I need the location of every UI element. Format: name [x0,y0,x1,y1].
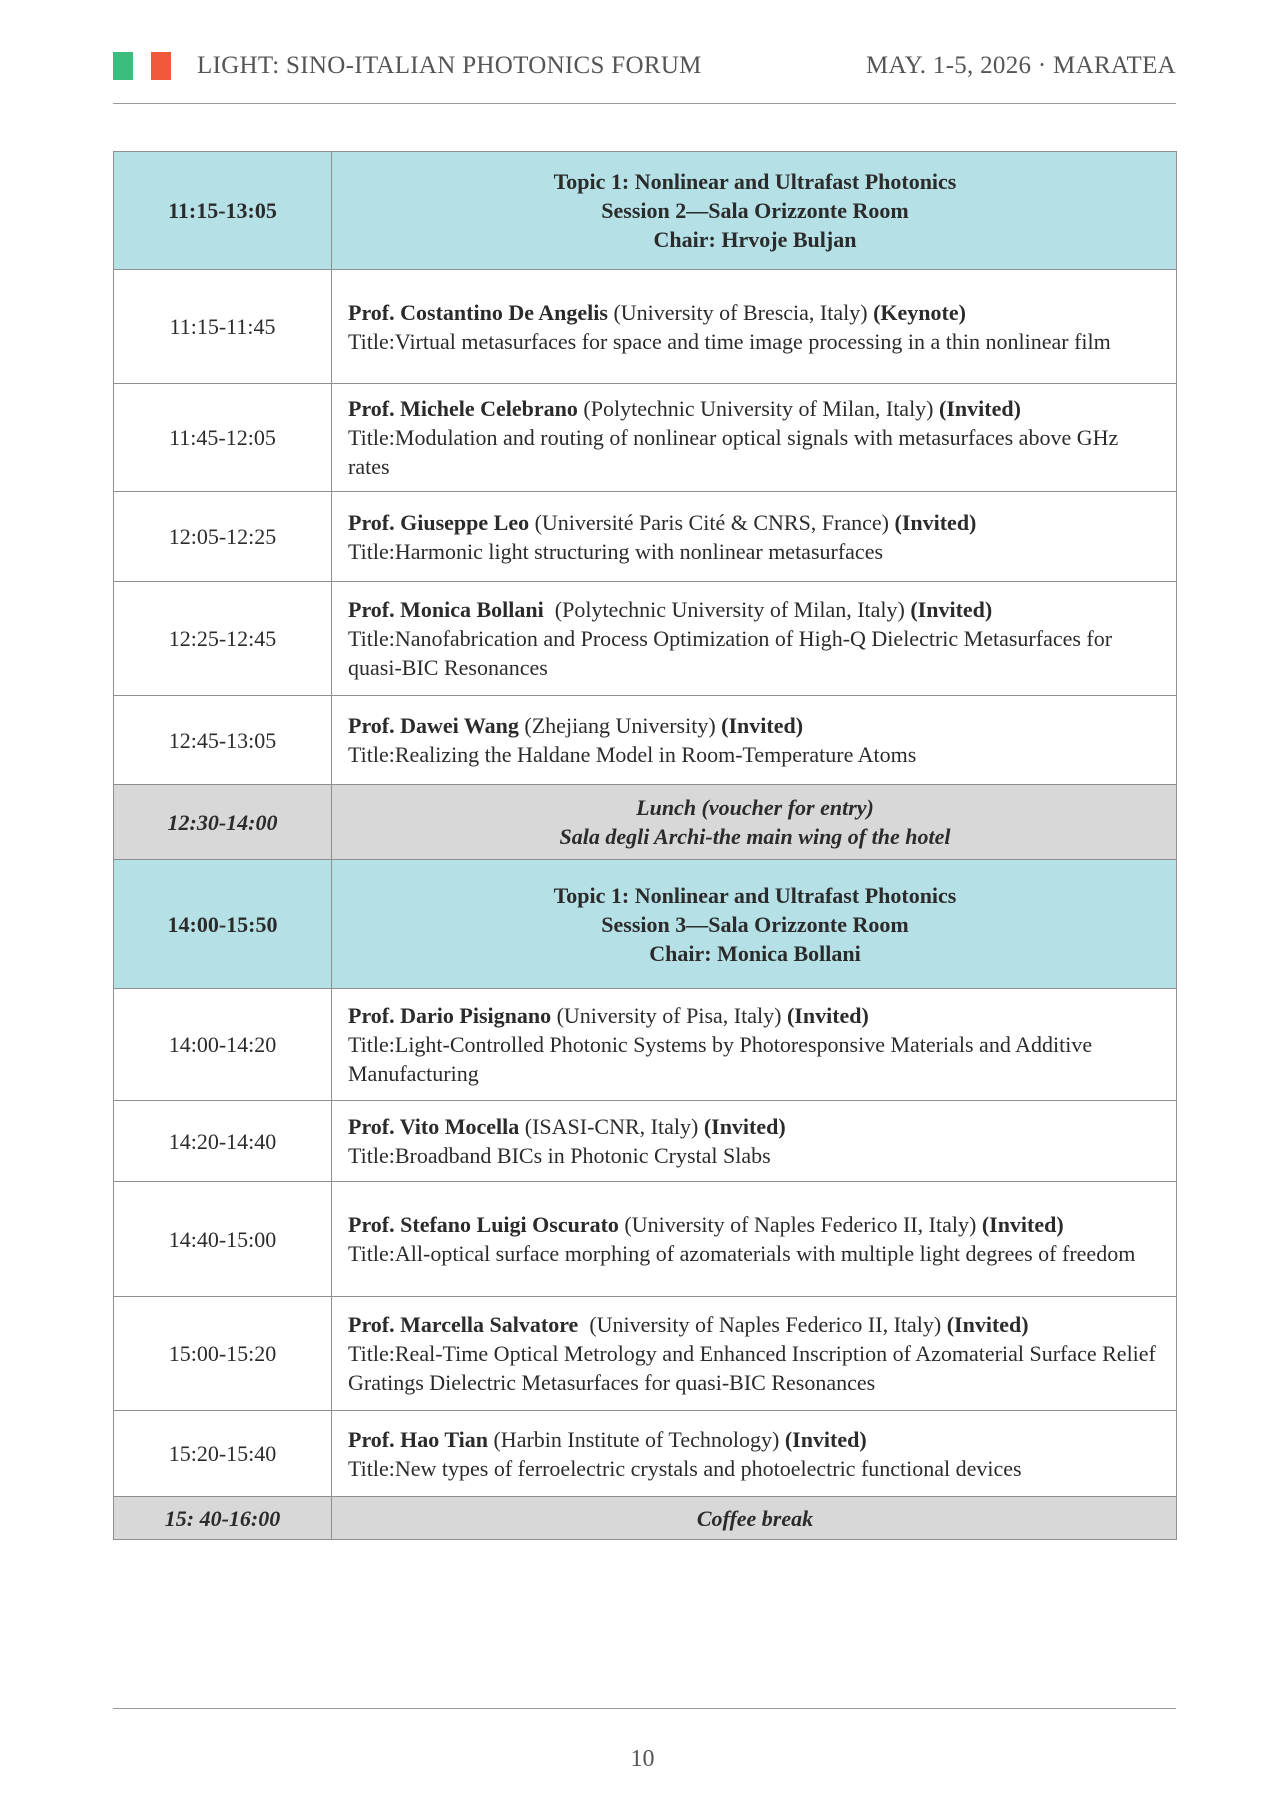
schedule-table [113,151,1177,1540]
talk-row [114,582,1177,696]
break-row [114,785,1177,860]
session-line: Topic 1: Nonlinear and Ultrafast Photonics [553,882,957,908]
time-slot: 11:45-12:05 [114,384,332,492]
time-slot: 15:00-15:20 [114,1297,332,1411]
talk-row [114,270,1177,384]
flag-green-stripe [113,52,133,80]
talk-role: (Invited) [721,713,804,738]
talk-role: (Invited) [786,1003,869,1028]
speaker-line [348,508,1162,537]
talk-details [332,1411,1177,1497]
talk-role: (Invited) [703,1114,786,1139]
speaker-affiliation: (Université Paris Cité & CNRS, France) [529,509,895,535]
speaker-name: Prof. Giuseppe Leo [348,509,530,535]
speaker-line [348,711,1162,740]
speaker-line [348,394,1162,423]
session-info [332,152,1177,270]
talk-details [332,582,1177,696]
talk-role: (Invited) [981,1212,1064,1237]
break-info [332,1497,1177,1540]
time-slot: 14:40-15:00 [114,1182,332,1297]
talk-row [114,1411,1177,1497]
talk-title: Title:Light-Controlled Photonic Systems by Photoresponsive Materials and Additive Manufacturing [348,1032,1093,1086]
speaker-affiliation: (University of Naples Federico II, Italy) [618,1212,982,1237]
talk-details [332,696,1177,785]
session-line: Session 2—Sala Orizzonte Room [601,198,909,223]
talk-row [114,1182,1177,1297]
speaker-affiliation: (Polytechnic University of Milan, Italy) [577,396,940,421]
time-slot: 12:30-14:00 [114,785,332,860]
speaker-name: Prof. Michele Celebrano [348,396,578,421]
talk-row [114,696,1177,785]
speaker-name: Prof. Costantino De Angelis [348,299,608,325]
talk-title: Title:New types of ferroelectric crystals and photoelectric functional devices [348,1455,1022,1481]
speaker-affiliation: (University of Pisa, Italy) [551,1003,787,1028]
flag-red-stripe [151,52,171,80]
session-header-row [114,860,1177,989]
talk-title: Title:Modulation and routing of nonlinear optical signals with metasurfaces above GHz rates [348,425,1119,479]
speaker-affiliation: (Harbin Institute of Technology) [487,1426,785,1452]
time-slot: 15:20-15:40 [114,1411,332,1497]
time-slot: 12:25-12:45 [114,582,332,696]
speaker-name: Prof. Dario Pisignano [348,1003,552,1028]
time-slot: 14:00-14:20 [114,989,332,1101]
break-line: Sala degli Archi-the main wing of the hotel [559,824,951,849]
talk-row [114,989,1177,1101]
talk-details [332,384,1177,492]
speaker-name: Prof. Marcella Salvatore [348,1312,579,1337]
time-slot: 12:05-12:25 [114,492,332,582]
talk-role: (Invited) [910,597,993,622]
header-rule [113,103,1176,104]
speaker-name: Prof. Hao Tian [348,1426,488,1452]
talk-role: (Invited) [894,509,977,535]
forum-title: LIGHT: SINO-ITALIAN PHOTONICS FORUM [197,52,702,79]
time-slot: 14:00-15:50 [114,860,332,989]
break-row [114,1497,1177,1540]
session-line: Chair: Hrvoje Buljan [653,227,857,252]
talk-role: (Invited) [784,1426,867,1452]
speaker-name: Prof. Dawei Wang [348,713,519,738]
speaker-name: Prof. Stefano Luigi Oscurato [348,1212,619,1237]
speaker-name: Prof. Vito Mocella [348,1114,520,1139]
break-line: Lunch (voucher for entry) [636,795,874,820]
speaker-line [348,1310,1162,1339]
talk-row [114,492,1177,582]
time-slot: 14:20-14:40 [114,1101,332,1182]
talk-details [332,1182,1177,1297]
time-slot: 12:45-13:05 [114,696,332,785]
speaker-affiliation: (University of Brescia, Italy) [607,299,874,325]
session-header-row [114,152,1177,270]
talk-details [332,989,1177,1101]
time-slot: 11:15-11:45 [114,270,332,384]
session-line: Chair: Monica Bollani [649,940,861,966]
footer-rule [113,1708,1176,1709]
talk-title: Title:All-optical surface morphing of azomaterials with multiple light degrees of freedom [348,1241,1136,1266]
talk-title: Title:Real-Time Optical Metrology and Enhanced Inscription of Azomaterial Surface Relief Gratings Dielectric Metasurfaces for quasi-BIC Resonances [348,1341,1156,1395]
talk-role: (Invited) [946,1312,1029,1337]
speaker-line [348,595,1162,624]
talk-title: Title:Harmonic light structuring with nonlinear metasurfaces [348,538,884,564]
forum-date-location: MAY. 1-5, 2026 · MARATEA [865,52,1176,79]
session-line: Session 3—Sala Orizzonte Room [601,911,909,937]
speaker-name: Prof. Monica Bollani [348,597,544,622]
break-info [332,785,1177,860]
session-line: Topic 1: Nonlinear and Ultrafast Photonics [553,169,957,194]
talk-details [332,1101,1177,1182]
talk-details [332,270,1177,384]
speaker-affiliation: (Zhejiang University) [518,713,722,738]
speaker-affiliation: (University of Naples Federico II, Italy) [578,1312,947,1337]
speaker-affiliation: (Polytechnic University of Milan, Italy) [543,597,911,622]
speaker-line [348,1210,1162,1239]
talk-role: (Invited) [939,396,1021,421]
talk-title: Title:Nanofabrication and Process Optimization of High-Q Dielectric Metasurfaces for quasi-BIC Resonances [348,626,1113,680]
time-slot: 15: 40-16:00 [114,1497,332,1540]
break-line: Coffee break [696,1505,814,1531]
speaker-line [348,1425,1162,1454]
talk-row [114,1297,1177,1411]
speaker-line [348,298,1162,327]
talk-row [114,384,1177,492]
talk-title: Title:Virtual metasurfaces for space and time image processing in a thin nonlinear film [348,328,1111,354]
talk-title: Title:Broadband BICs in Photonic Crystal Slabs [348,1143,771,1168]
talk-details [332,492,1177,582]
session-info [332,860,1177,989]
talk-role: (Keynote) [873,299,966,325]
speaker-affiliation: (ISASI-CNR, Italy) [519,1114,704,1139]
talk-details [332,1297,1177,1411]
page-header [113,50,1176,86]
speaker-line [348,1001,1162,1030]
speaker-line [348,1112,1162,1141]
page-number: 10 [630,1746,655,1772]
time-slot: 11:15-13:05 [114,152,332,270]
talk-row [114,1101,1177,1182]
talk-title: Title:Realizing the Haldane Model in Room-Temperature Atoms [348,742,917,767]
